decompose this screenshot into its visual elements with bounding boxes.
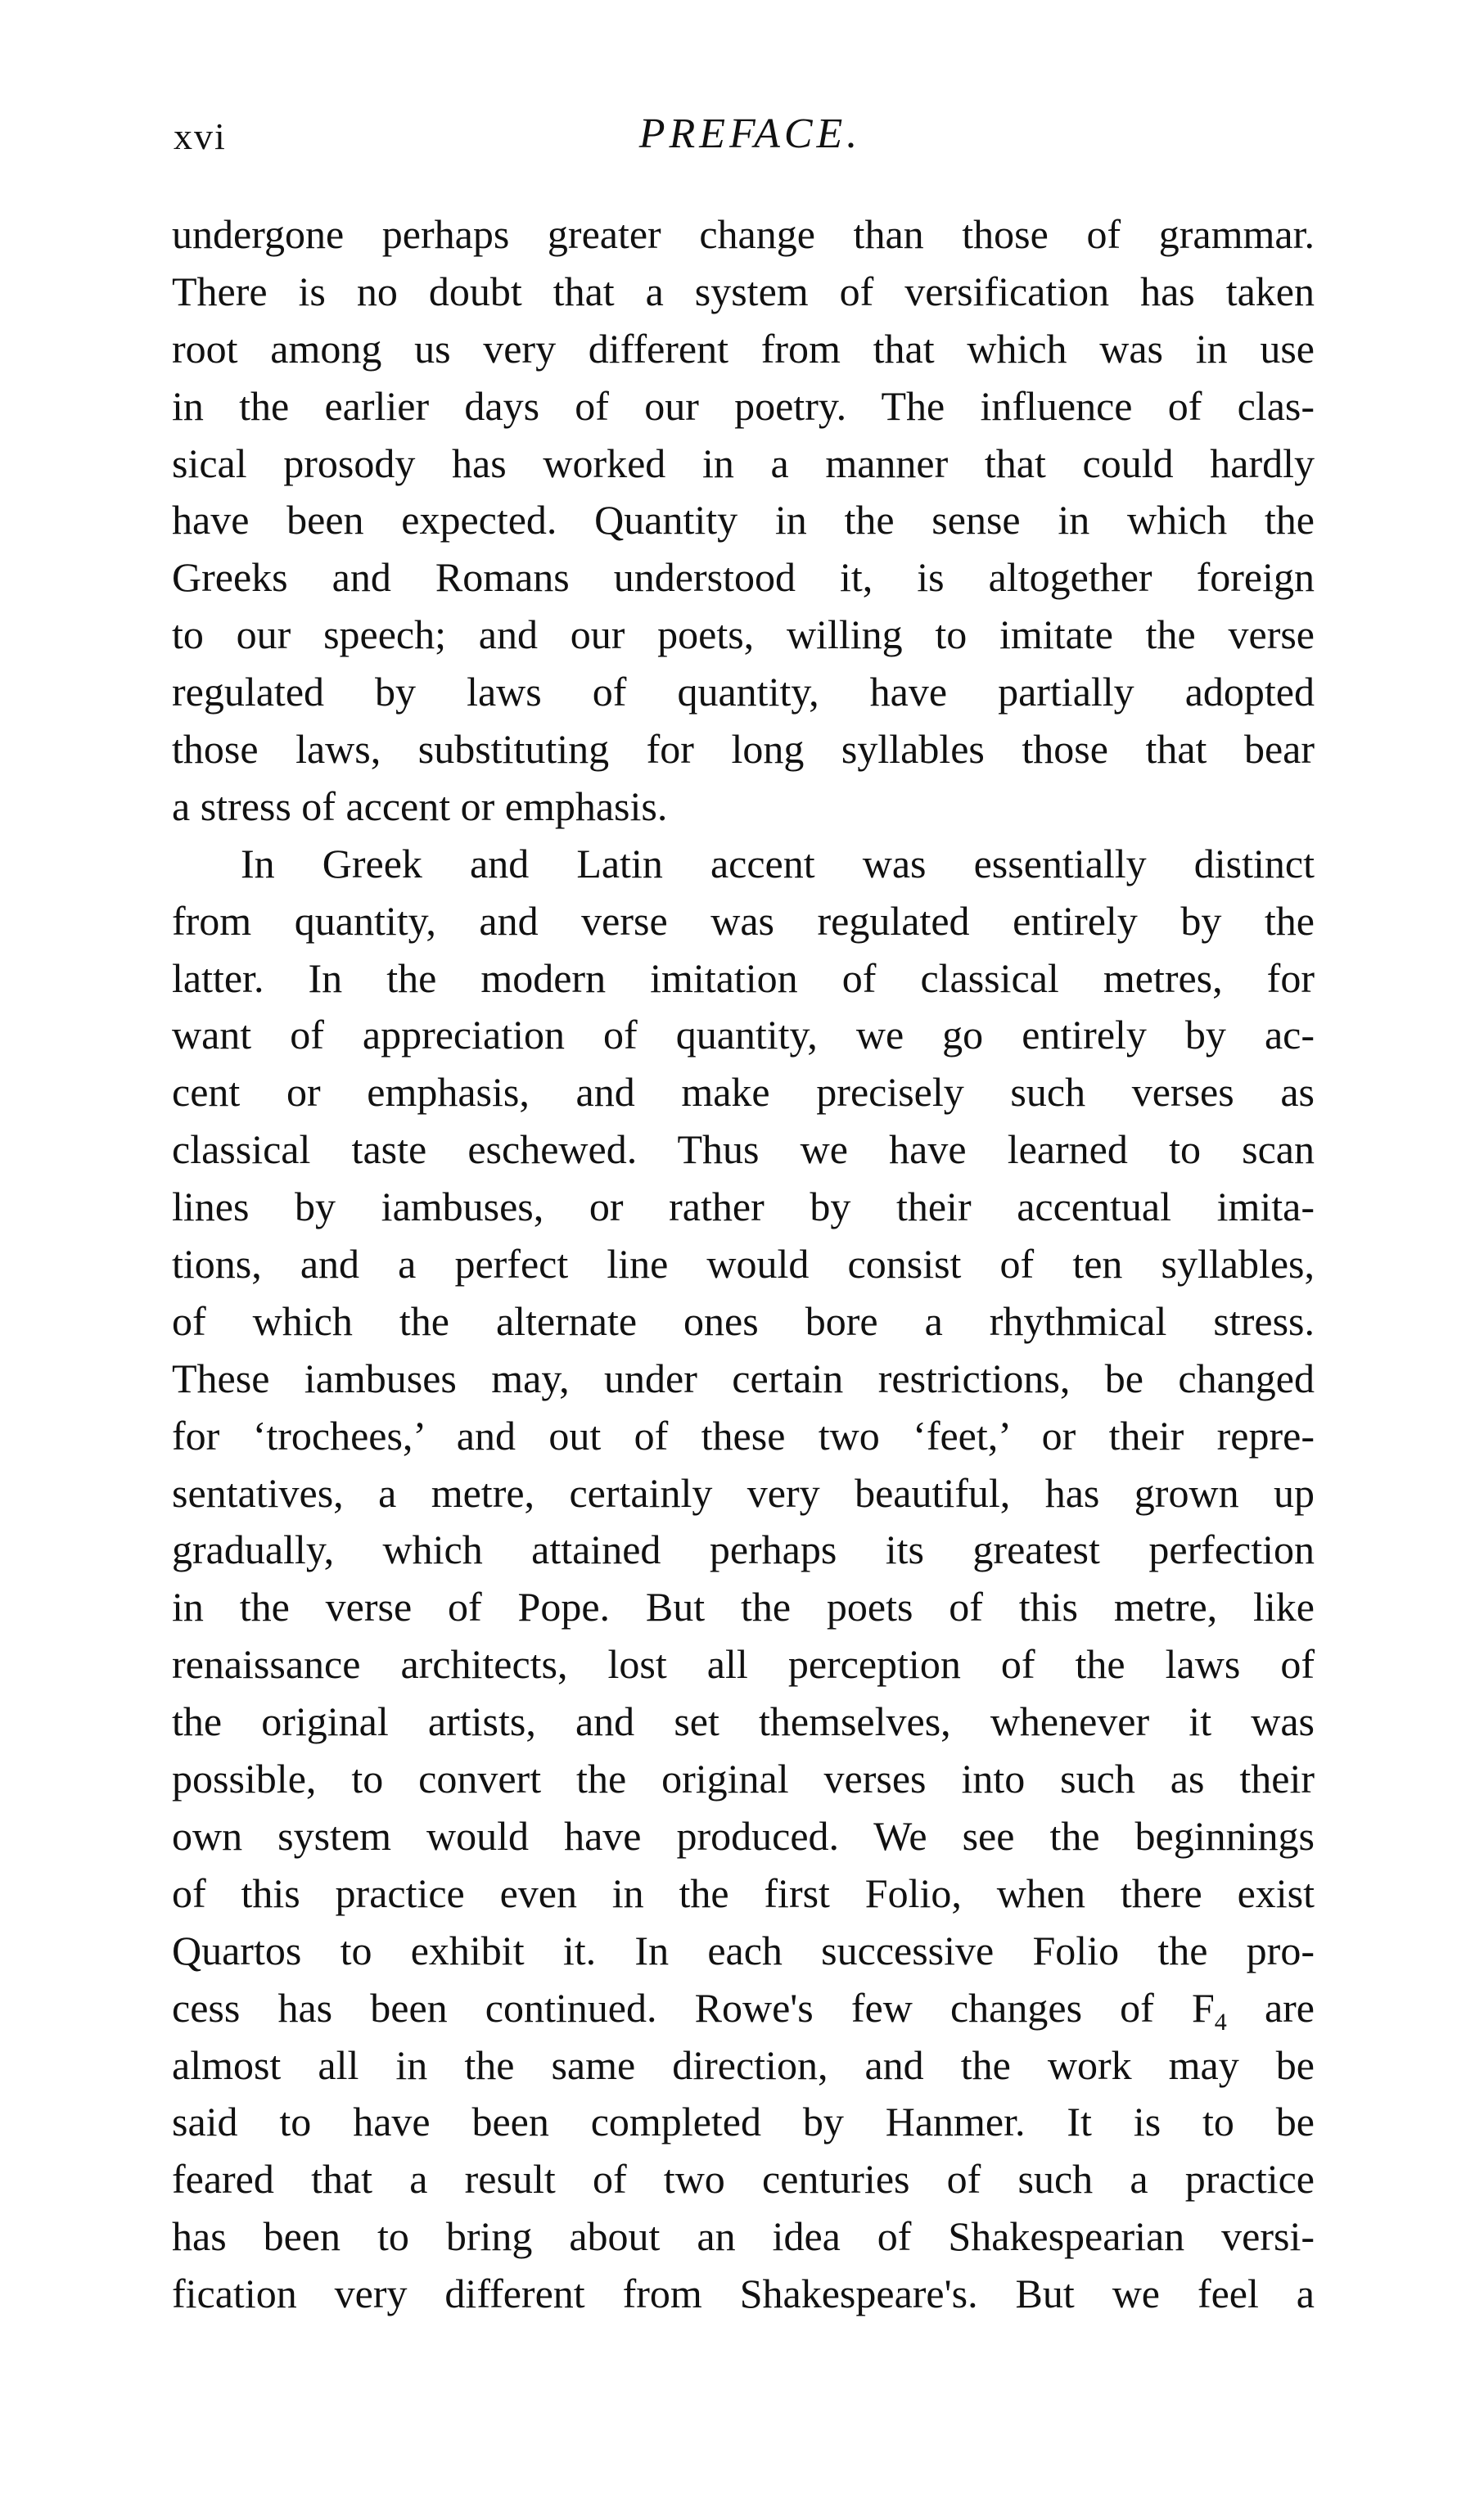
- text-line: those laws, substituting for long syllables those that bear: [172, 726, 1315, 773]
- text-line: There is no doubt that a system of versification has taken: [172, 268, 1315, 314]
- text-line: a stress of accent or emphasis.: [172, 782, 668, 829]
- text-line: latter. In the modern imitation of classical metres, for: [172, 954, 1315, 1001]
- text-line: regulated by laws of quantity, have partially adopted: [172, 669, 1315, 715]
- text-line: have been expected. Quantity in the sense in which the: [172, 497, 1315, 543]
- text-line: said to have been completed by Hanmer. It is to be: [172, 2099, 1315, 2145]
- text-line: for ‘trochees,’ and out of these two ‘feet,’ or their repre-: [172, 1412, 1315, 1459]
- folio-subscript: 4: [1214, 2008, 1227, 2036]
- text-fragment: cess has been continued. Rowe's few changes of F: [172, 1984, 1215, 2031]
- text-fragment: are: [1226, 1984, 1315, 2031]
- text-line: of which the alternate ones bore a rhythmical stress.: [172, 1297, 1315, 1344]
- text-line: the original artists, and set themselves, whenever it was: [172, 1698, 1315, 1745]
- text-line: has been to bring about an idea of Shakespearian versi-: [172, 2213, 1315, 2260]
- text-line: almost all in the same direction, and the work may be: [172, 2041, 1315, 2088]
- body-text: [172, 206, 1315, 2323]
- text-line: possible, to convert the original verses into such as their: [172, 1756, 1315, 1802]
- text-line: renaissance architects, lost all perception of the laws of: [172, 1641, 1315, 1688]
- text-line: root among us very different from that which was in use: [172, 325, 1315, 372]
- page-number: xvi: [174, 115, 227, 157]
- text-line: fication very different from Shakespeare's. But we feel a: [172, 2271, 1315, 2317]
- text-line-with-subscript: [172, 1980, 1315, 2037]
- text-line: in the earlier days of our poetry. The influence of clas-: [172, 382, 1315, 429]
- text-line: sical prosody has worked in a manner that could hardly: [172, 440, 1315, 486]
- text-line: of this practice even in the first Folio, when there exist: [172, 1869, 1315, 1916]
- text-line: want of appreciation of quantity, we go entirely by ac-: [172, 1012, 1315, 1058]
- text-line: to our speech; and our poets, willing to imitate the verse: [172, 611, 1315, 658]
- text-line: gradually, which attained perhaps its greatest perfection: [172, 1527, 1315, 1573]
- text-line: These iambuses may, under certain restrictions, be changed: [172, 1355, 1315, 1401]
- text-line: Quartos to exhibit it. In each successive Folio the pro-: [172, 1927, 1315, 1973]
- running-head: PREFACE.: [638, 110, 862, 157]
- text-line: from quantity, and verse was regulated entirely by the: [172, 897, 1315, 944]
- text-line: In Greek and Latin accent was essentially distinct: [241, 840, 1315, 886]
- text-line: sentatives, a metre, certainly very beautiful, has grown up: [172, 1469, 1315, 1516]
- text-line: cent or emphasis, and make precisely such verses as: [172, 1069, 1315, 1116]
- text-line: tions, and a perfect line would consist of ten syllables,: [172, 1241, 1315, 1288]
- text-line: Greeks and Romans understood it, is altogether foreign: [172, 554, 1315, 601]
- text-line: classical taste eschewed. Thus we have learned to scan: [172, 1126, 1315, 1173]
- text-line: undergone perhaps greater change than those of grammar.: [172, 211, 1315, 257]
- text-line: own system would have produced. We see the beginnings: [172, 1812, 1315, 1859]
- text-line: lines by iambuses, or rather by their accentual imita-: [172, 1184, 1315, 1230]
- text-line: in the verse of Pope. But the poets of this metre, like: [172, 1584, 1315, 1630]
- text-line: feared that a result of two centuries of such a practice: [172, 2156, 1315, 2203]
